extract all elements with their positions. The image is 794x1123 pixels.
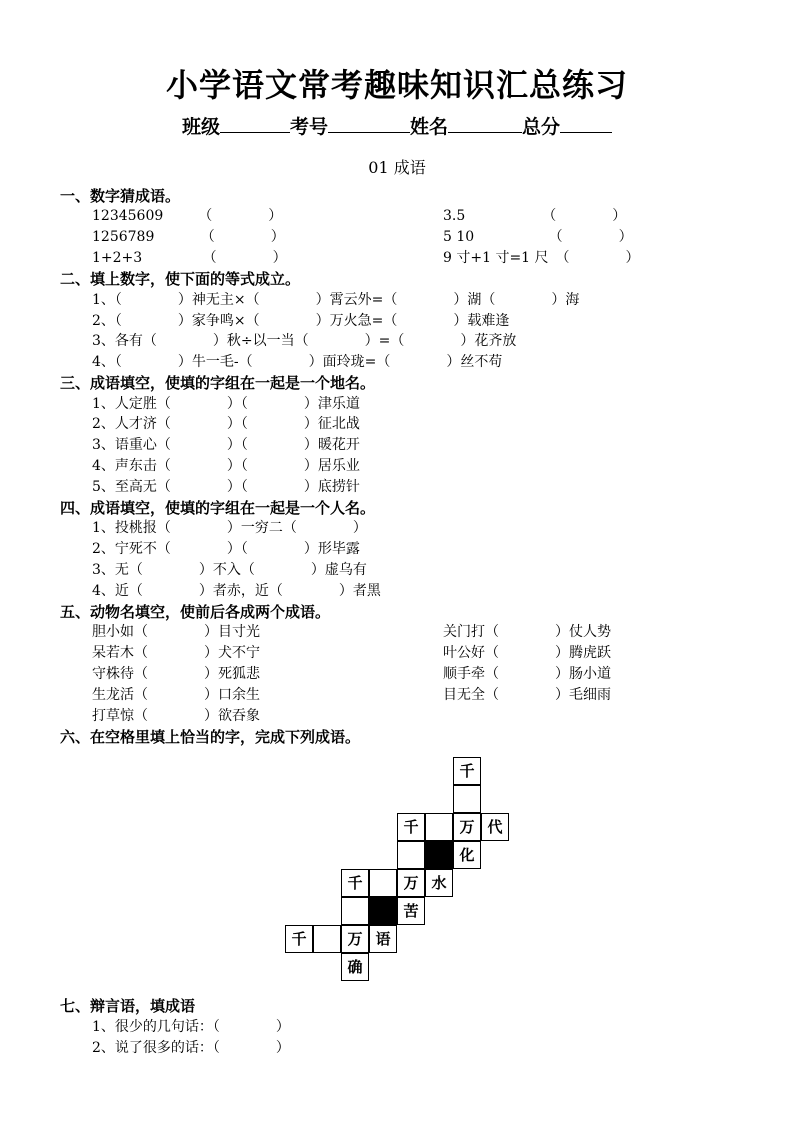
s1-right-3: 9 寸+1 寸=1 尺 （ ） xyxy=(443,250,640,266)
grid-cell[interactable]: 千 xyxy=(285,925,313,953)
s3-line-1: 1、人定胜（ ）（ ）津乐道 xyxy=(92,396,360,412)
grid-cell[interactable]: 确 xyxy=(341,953,369,981)
s1-right-1: 3.5 （ ） xyxy=(443,208,627,224)
s5-right-1: 关门打（ ）仗人势 xyxy=(443,624,611,640)
student-info-line xyxy=(0,112,794,139)
section-4-heading: 四、成语填空，使填的字组在一起是一个人名。 xyxy=(60,499,376,517)
s5-left-3: 守株待（ ）死狐悲 xyxy=(92,666,260,682)
grid-cell-blank[interactable] xyxy=(313,925,341,953)
name-blank xyxy=(448,114,522,133)
grid-cell-blank[interactable] xyxy=(341,897,369,925)
s5-left-4: 生龙活（ ）口余生 xyxy=(92,687,260,703)
grid-cell[interactable]: 万 xyxy=(397,869,425,897)
grid-cell[interactable]: 水 xyxy=(425,869,453,897)
section-3-heading: 三、成语填空，使填的字组在一起是一个地名。 xyxy=(60,374,376,392)
s2-line-1: 1、（ ）神无主×（ ）霄云外=（ ）湖（ ）海 xyxy=(92,292,580,308)
grid-cell[interactable]: 千 xyxy=(341,869,369,897)
grid-cell-blank[interactable] xyxy=(425,813,453,841)
class-label: 班级 xyxy=(181,116,220,138)
grid-cell-black xyxy=(425,841,453,869)
section-2-heading: 二、填上数字，使下面的等式成立。 xyxy=(60,270,301,288)
s4-line-2: 2、宁死不（ ）（ ）形毕露 xyxy=(92,541,360,557)
exam-no-blank xyxy=(328,114,410,133)
grid-cell-blank[interactable] xyxy=(397,841,425,869)
section-7-heading: 七、辩言语，填成语 xyxy=(60,997,196,1015)
name-label: 姓名 xyxy=(410,116,449,138)
s3-line-5: 5、至高无（ ）（ ）底捞针 xyxy=(92,479,360,495)
score-blank xyxy=(560,114,612,133)
section-subtitle: 01 成语 xyxy=(368,158,426,177)
grid-cell[interactable]: 千 xyxy=(397,813,425,841)
s4-line-3: 3、无（ ）不入（ ）虚乌有 xyxy=(92,562,367,578)
s5-right-2: 叶公好（ ）腾虎跃 xyxy=(443,645,611,661)
s1-left-3: 1+2+3 （ ） xyxy=(92,250,287,266)
grid-cell[interactable]: 万 xyxy=(453,813,481,841)
s7-line-1: 1、很少的几句话：（ ） xyxy=(92,1019,290,1035)
grid-cell-black xyxy=(369,897,397,925)
s2-line-3: 3、各有（ ）秋÷以一当（ ）=（ ）花齐放 xyxy=(92,333,517,349)
grid-cell[interactable]: 化 xyxy=(453,841,481,869)
s3-line-3: 3、语重心（ ）（ ）暖花开 xyxy=(92,437,360,453)
section-1-heading: 一、数字猜成语。 xyxy=(60,187,181,205)
s5-right-3: 顺手牵（ ）肠小道 xyxy=(443,666,611,682)
s4-line-4: 4、近（ ）者赤，近（ ）者黑 xyxy=(92,583,381,599)
score-label: 总分 xyxy=(522,116,561,138)
s3-line-4: 4、声东击（ ）（ ）居乐业 xyxy=(92,458,360,474)
s1-right-2: 5 10 （ ） xyxy=(443,229,633,245)
s4-line-1: 1、投桃报（ ）一穷二（ ） xyxy=(92,520,367,536)
s5-left-1: 胆小如（ ）目寸光 xyxy=(92,624,260,640)
grid-cell[interactable]: 万 xyxy=(341,925,369,953)
section-6-heading: 六、在空格里填上恰当的字，完成下列成语。 xyxy=(60,728,361,746)
grid-cell[interactable]: 苦 xyxy=(397,897,425,925)
s3-line-2: 2、人才济（ ）（ ）征北战 xyxy=(92,416,360,432)
grid-cell[interactable]: 千 xyxy=(453,757,481,785)
s5-right-4: 目无全（ ）毛细雨 xyxy=(443,687,611,703)
s2-line-4: 4、（ ）牛一毛-（ ）面玲珑=（ ）丝不苟 xyxy=(92,354,503,370)
s2-line-2: 2、（ ）家争鸣×（ ）万火急=（ ）载难逢 xyxy=(92,313,510,329)
exam-no-label: 考号 xyxy=(289,116,328,138)
s5-left-2: 呆若木（ ）犬不宁 xyxy=(92,645,260,661)
s1-left-2: 1256789 （ ） xyxy=(92,229,285,245)
grid-cell-blank[interactable] xyxy=(453,785,481,813)
page-title: 小学语文常考趣味知识汇总练习 xyxy=(165,66,628,104)
grid-cell-blank[interactable] xyxy=(369,869,397,897)
s7-line-2: 2、说了很多的话：（ ） xyxy=(92,1040,290,1056)
grid-cell[interactable]: 代 xyxy=(481,813,509,841)
s5-left-5: 打草惊（ ）欲吞象 xyxy=(92,708,260,724)
grid-cell[interactable]: 语 xyxy=(369,925,397,953)
section-5-heading: 五、动物名填空，使前后各成两个成语。 xyxy=(60,603,331,621)
s1-left-1: 12345609 （ ） xyxy=(92,208,283,224)
class-blank xyxy=(220,114,290,133)
